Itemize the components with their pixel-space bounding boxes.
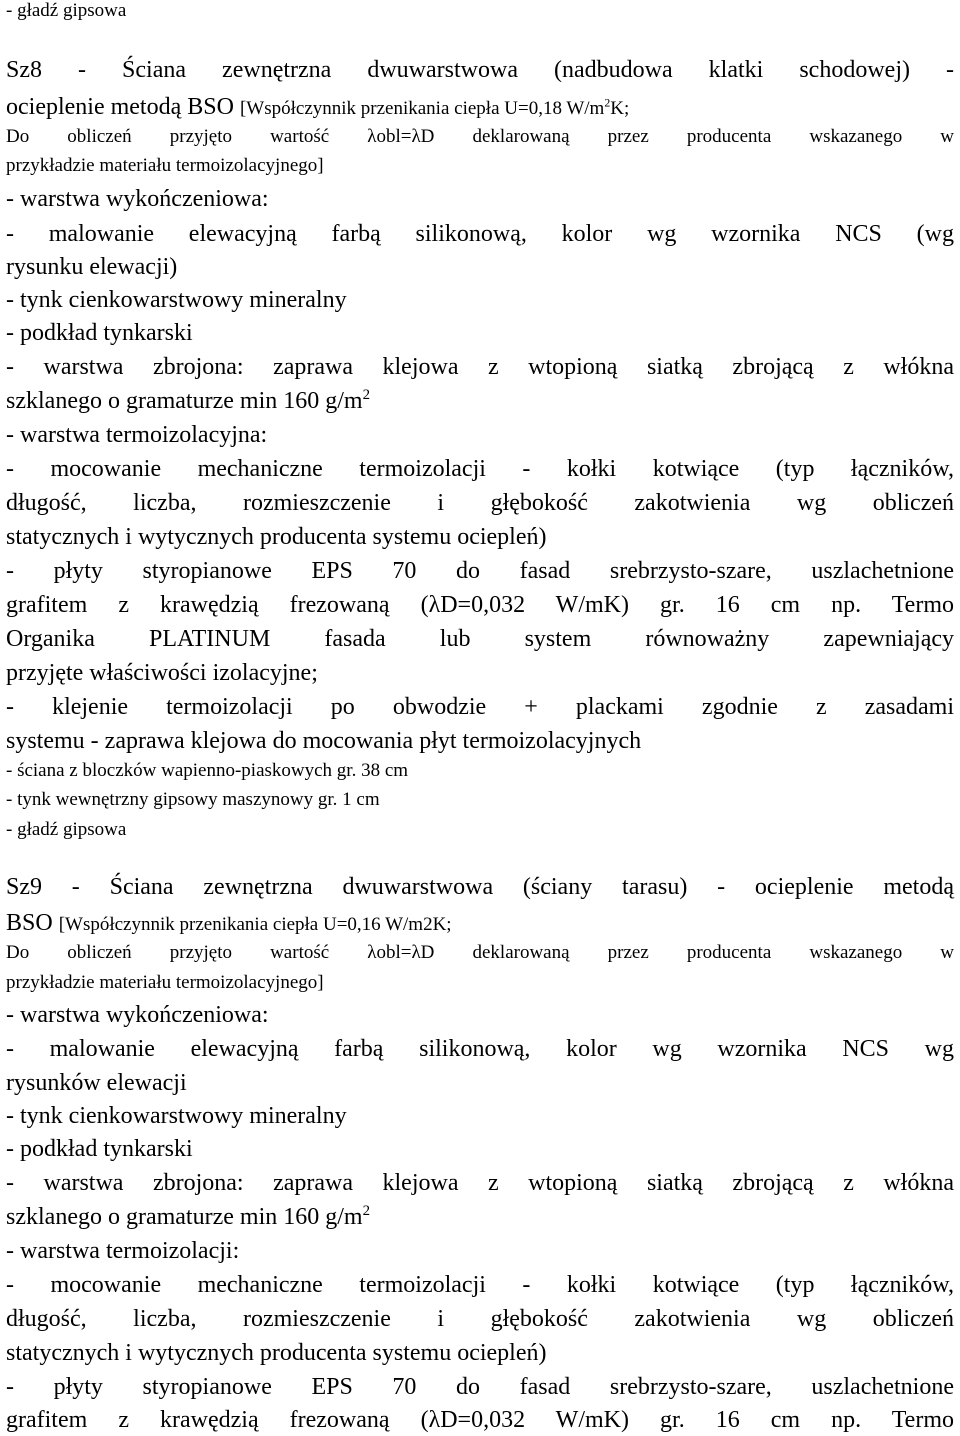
line-text: - tynk wewnętrzny gipsowy maszynowy gr. 1 cm — [6, 789, 380, 810]
text-line — [6, 420, 954, 450]
text-line — [6, 386, 954, 416]
line-text: Organika PLATINUM fasada lub system równoważny zapewniający — [6, 626, 954, 652]
text-line — [6, 318, 954, 348]
line-text: - ściana z bloczków wapienno-piaskowych gr. 38 cm — [6, 760, 409, 781]
line-text: przykładzie materiału termoizolacyjnego] — [6, 972, 324, 993]
line-text: - mocowanie mechaniczne termoizolacji - kołki kotwiące (typ łączników, — [6, 1272, 954, 1298]
line-text: - warstwa wykończeniowa: — [6, 1002, 269, 1028]
text-line — [6, 1304, 954, 1334]
line-text: - malowanie elewacyjną farbą silikonową, kolor wg wzornika NCS wg — [6, 1036, 954, 1062]
text-line — [6, 1034, 954, 1064]
line-text: - mocowanie mechaniczne termoizolacji - kołki kotwiące (typ łączników, — [6, 456, 954, 482]
text-line — [6, 1202, 954, 1232]
text-line — [6, 760, 954, 782]
line-text: Do obliczeń przyjęto wartość λobl=λD deklarowaną przez producenta wskazanego w — [6, 942, 954, 963]
text-line — [6, 942, 954, 964]
text-line — [6, 1101, 954, 1131]
line-text: - warstwa zbrojona: zaprawa klejowa z wtopioną siatką zbrojącą z włókna — [6, 1170, 954, 1196]
text-line — [6, 92, 954, 122]
line-text: Do obliczeń przyjęto wartość λobl=λD deklarowaną przez producenta wskazanego w — [6, 126, 954, 147]
text-line — [6, 590, 954, 620]
line-text: statycznych i wytycznych producenta systemu ociepleń) — [6, 1340, 547, 1366]
text-line — [6, 0, 954, 22]
text-line — [6, 908, 954, 938]
line-text: przyjęte właściwości izolacyjne; — [6, 660, 318, 686]
text-line — [6, 155, 954, 177]
superscript: 2 — [362, 387, 371, 403]
line-text: - gładź gipsowa — [6, 819, 127, 840]
line-text: - płyty styropianowe EPS 70 do fasad srebrzysto-szare, uszlachetnione — [6, 558, 954, 584]
line-text: [Współczynnik przenikania ciepła U=0,16 W/m2K; — [58, 914, 452, 935]
line-text: - warstwa termoizolacji: — [6, 1238, 240, 1264]
line-text: - klejenie termoizolacji po obwodzie + plackami zgodnie z zasadami — [6, 694, 954, 720]
line-text: Sz8 - Ściana zewnętrzna dwuwarstwowa (nadbudowa klatki schodowej) - — [6, 57, 954, 83]
line-text: - malowanie elewacyjną farbą silikonową, kolor wg wzornika NCS (wg — [6, 221, 954, 247]
text-line — [6, 219, 954, 249]
text-line — [6, 1068, 954, 1098]
line-text: systemu - zaprawa klejowa do mocowania płyt termoizolacyjnych — [6, 728, 642, 754]
text-line — [6, 1000, 954, 1030]
text-line — [6, 454, 954, 484]
line-text: grafitem z krawędzią frezowaną (λD=0,032 W/mK) gr. 16 cm np. Termo — [6, 592, 954, 618]
line-text: - tynk cienkowarstwowy mineralny — [6, 1103, 347, 1129]
line-text: Sz9 - Ściana zewnętrzna dwuwarstwowa (ściany tarasu) - ocieplenie metodą — [6, 874, 954, 900]
text-line — [6, 1338, 954, 1368]
text-line — [6, 1405, 954, 1435]
line-text: długość, liczba, rozmieszczenie i głębokość zakotwienia wg obliczeń — [6, 1306, 954, 1332]
line-prefix: BSO — [6, 910, 59, 936]
line-prefix: ocieplenie metodą BSO — [6, 94, 240, 120]
line-text: - warstwa zbrojona: zaprawa klejowa z wtopioną siatką zbrojącą z włókna — [6, 354, 954, 380]
text-line — [6, 819, 954, 841]
line-text: rysunku elewacji) — [6, 254, 178, 280]
line-text: przykładzie materiału termoizolacyjnego] — [6, 155, 324, 176]
text-line — [6, 252, 954, 282]
line-text: - podkład tynkarski — [6, 320, 193, 346]
text-line — [6, 488, 954, 518]
text-line — [6, 352, 954, 382]
line-text: grafitem z krawędzią frezowaną (λD=0,032 W/mK) gr. 16 cm np. Termo — [6, 1407, 954, 1433]
text-line — [6, 184, 954, 214]
line-text: statycznych i wytycznych producenta systemu ociepleń) — [6, 524, 547, 550]
text-line — [6, 726, 954, 756]
line-text: - podkład tynkarski — [6, 1136, 193, 1162]
text-line — [6, 1372, 954, 1402]
text-line — [6, 658, 954, 688]
text-line — [6, 692, 954, 722]
text-line — [6, 972, 954, 994]
text-line — [6, 789, 954, 811]
line-text: szklanego o gramaturze min 160 g/m — [6, 1204, 363, 1230]
line-text: długość, liczba, rozmieszczenie i głębokość zakotwienia wg obliczeń — [6, 490, 954, 516]
text-line — [6, 1270, 954, 1300]
text-line — [6, 1236, 954, 1266]
line-text: [Współczynnik przenikania ciepła U=0,18 W/m — [239, 98, 605, 119]
superscript: 2 — [362, 1203, 371, 1219]
line-text: - płyty styropianowe EPS 70 do fasad srebrzysto-szare, uszlachetnione — [6, 1374, 954, 1400]
text-line — [6, 624, 954, 654]
text-line — [6, 126, 954, 148]
text-line — [6, 55, 954, 85]
text-line — [6, 285, 954, 315]
line-text: - tynk cienkowarstwowy mineralny — [6, 287, 347, 313]
line-text: rysunków elewacji — [6, 1070, 187, 1096]
text-line — [6, 1134, 954, 1164]
text-line — [6, 1168, 954, 1198]
line-suffix: K; — [610, 98, 630, 119]
superscript: 2 — [604, 96, 611, 110]
line-text: szklanego o gramaturze min 160 g/m — [6, 388, 363, 414]
text-line — [6, 556, 954, 586]
line-text: - warstwa wykończeniowa: — [6, 186, 269, 212]
line-text: - warstwa termoizolacyjna: — [6, 422, 268, 448]
text-line — [6, 872, 954, 902]
line-text: - gładź gipsowa — [6, 0, 127, 21]
text-line — [6, 522, 954, 552]
